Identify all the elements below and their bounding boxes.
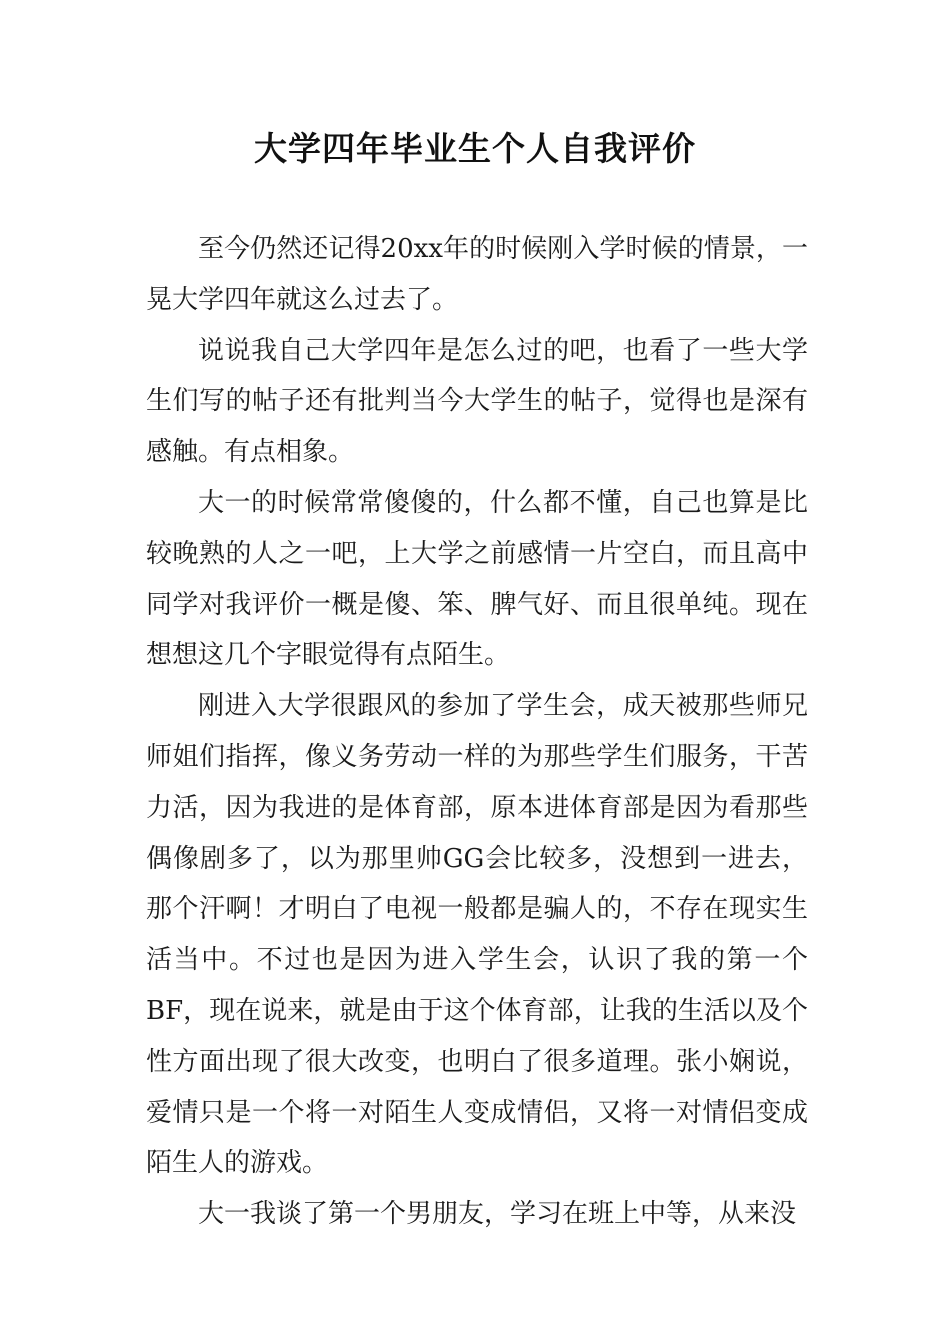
document-body <box>146 224 808 1240</box>
paragraph: 刚进入大学很跟风的参加了学生会，成天被那些师兄师姐们指挥，像义务劳动一样的为那些学生们服务，干苦力活，因为我进的是体育部，原本进体育部是因为看那些偶像剧多了，以为那里帅GG会比较多，没想到一进去，那个汗啊！才明白了电视一般都是骗人的，不存在现实生活当中。不过也是因为进入学生会，认识了我的第一个BF，现在说来，就是由于这个体育部，让我的生活以及个性方面出现了很大改变，也明白了很多道理。张小娴说，爱情只是一个将一对陌生人变成情侣，又将一对情侣变成陌生人的游戏。 <box>146 691 808 1179</box>
document-title: 大学四年毕业生个人自我评价 <box>254 129 696 168</box>
paragraph: 说说我自己大学四年是怎么过的吧，也看了一些大学生们写的帖子还有批判当今大学生的帖子，觉得也是深有感触。有点相象。 <box>146 335 808 468</box>
paragraph: 大一的时候常常傻傻的，什么都不懂，自己也算是比较晚熟的人之一吧，上大学之前感情一片空白，而且高中同学对我评价一概是傻、笨、脾气好、而且很单纯。现在想想这几个字眼觉得有点陌生。 <box>146 487 808 671</box>
paragraph: 至今仍然还记得20xx年的时候刚入学时候的情景，一晃大学四年就这么过去了。 <box>146 234 808 315</box>
paragraph: 大一我谈了第一个男朋友，学习在班上中等，从来没 <box>198 1199 797 1230</box>
